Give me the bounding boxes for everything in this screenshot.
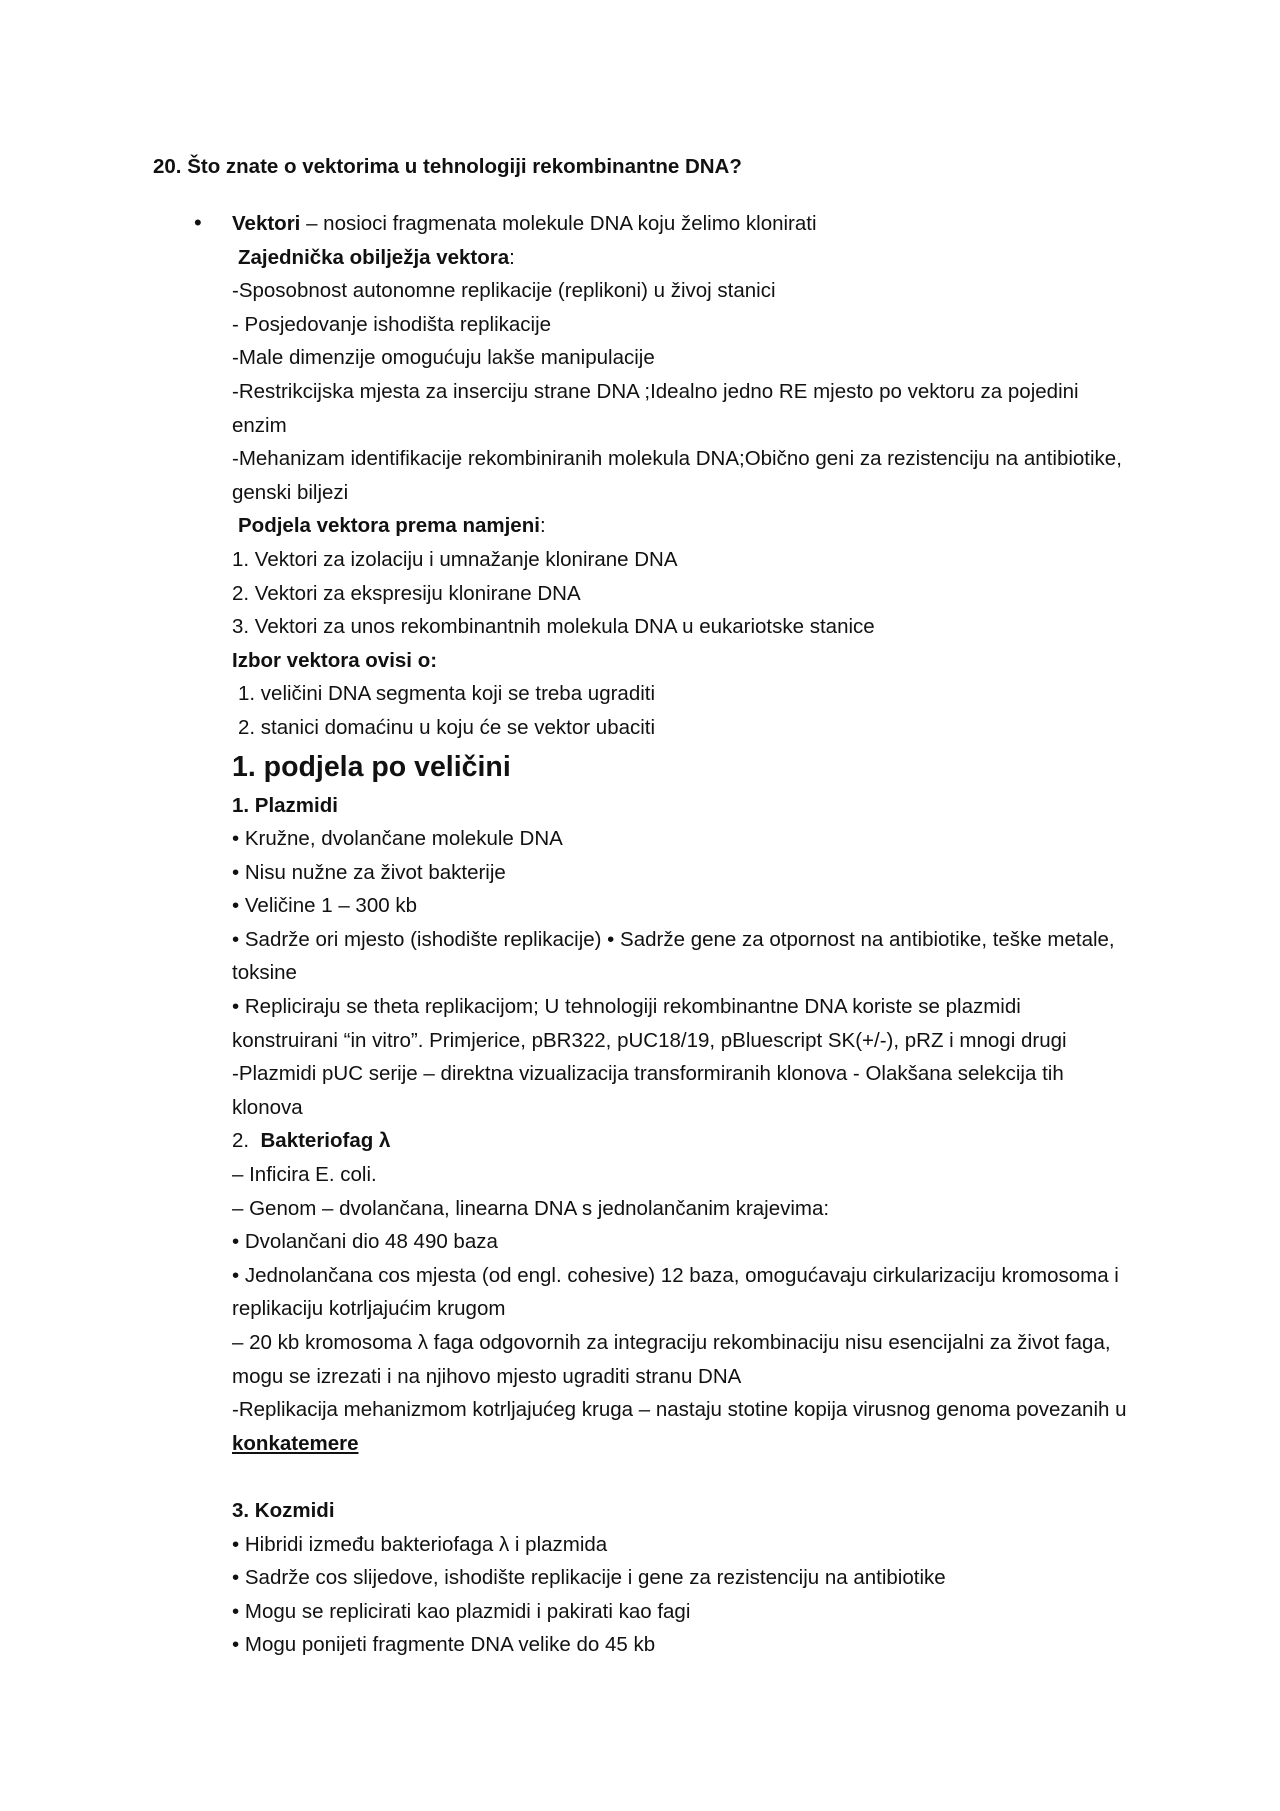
cosmids-heading: 3. Kozmidi	[232, 1498, 335, 1522]
selection-item: 2. stanici domaćinu u koju će se vektor ubaciti	[238, 715, 656, 739]
purpose-division-heading: Podjela vektora prema namjeni:	[238, 514, 546, 538]
common-features-heading: Zajednička obilježja vektora:	[238, 245, 515, 269]
phage-line: • Jednolančana cos mjesta (od engl. cohesive) 12 baza, omogućavaju cirkularizaciju kromosoma i replikaciju kotrljajućim krugom	[232, 1263, 1119, 1321]
selection-heading: Izbor vektora ovisi o:	[232, 648, 438, 672]
plasmid-line: • Sadrže ori mjesto (ishodište replikacije) • Sadrže gene za otpornost na antibiotike, teške metale, toksine	[232, 927, 1115, 985]
phage-line: – Genom – dvolančana, linearna DNA s jednolančanim krajevima:	[232, 1196, 830, 1220]
selection-item: 1. veličini DNA segmenta koji se treba ugraditi	[238, 682, 656, 706]
phage-line: – Inficira E. coli.	[232, 1163, 377, 1187]
konkatemere-term: konkatemere	[232, 1431, 359, 1455]
plasmid-line: • Kružne, dvolančane molekule DNA	[232, 827, 563, 851]
phage-heading: 2. Bakteriofag λ	[232, 1129, 391, 1153]
cosmid-line: • Hibridi između bakteriofaga λ i plazmida	[232, 1532, 608, 1556]
phage-line: – 20 kb kromosoma λ faga odgovornih za integraciju rekombinaciju nisu esencijalni za život faga, mogu se izrezati i na njihovo mjesto ugraditi stranu DNA	[232, 1331, 1111, 1388]
purpose-item: 2. Vektori za ekspresiju klonirane DNA	[232, 581, 581, 605]
plasmid-line: • Veličine 1 – 300 kb	[232, 894, 417, 918]
answer-body	[232, 207, 1132, 1662]
intro-line	[232, 207, 1132, 241]
feature-item: -Mehanizam identifikacije rekombiniranih molekula DNA;Obično geni za rezistenciju na antibiotike, genski biljezi	[232, 447, 1122, 504]
feature-item: - Posjedovanje ishodišta replikacije	[232, 312, 552, 336]
purpose-item: 1. Vektori za izolaciju i umnažanje klonirane DNA	[232, 547, 678, 571]
vektori-term: Vektori	[232, 212, 301, 235]
plasmids-heading: 1. Plazmidi	[232, 793, 338, 817]
phage-replication-line: -Replikacija mehanizmom kotrljajućeg kruga – nastaju stotine kopija virusnog genoma povezanih u konkatemere	[232, 1398, 1127, 1455]
phage-line: • Dvolančani dio 48 490 baza	[232, 1230, 498, 1254]
feature-item: -Restrikcijska mjesta za inserciju strane DNA ;Idealno jedno RE mjesto po vektoru za pojedini enzim	[232, 379, 1079, 437]
question-heading: 20. Što znate o vektorima u tehnologiji rekombinantne DNA?	[153, 155, 742, 178]
plasmid-line: -Plazmidi pUC serije – direktna vizualizacija transformiranih klonova - Olakšana selekcija tih klonova	[232, 1062, 1064, 1119]
bullet-icon: •	[194, 210, 202, 235]
plasmid-line: • Repliciraju se theta replikacijom; U tehnologiji rekombinantne DNA koriste se plazmidi konstruirani “in vitro”. Primjerice, pBR322, pUC18/19, pBluescript SK(+/-), pRZ i mnogi drugi	[232, 995, 1067, 1052]
spacer	[232, 1460, 1132, 1494]
cosmid-line: • Mogu se replicirati kao plazmidi i pakirati kao fagi	[232, 1599, 691, 1623]
feature-item: -Male dimenzije omogućuju lakše manipulacije	[232, 346, 655, 370]
plasmid-line: • Nisu nužne za život bakterije	[232, 860, 506, 884]
feature-item: -Sposobnost autonomne replikacije (replikoni) u živoj stanici	[232, 279, 776, 303]
size-division-heading: 1. podjela po veličini	[232, 750, 511, 783]
cosmid-line: • Sadrže cos slijedove, ishodište replikacije i gene za rezistenciju na antibiotike	[232, 1566, 946, 1590]
vektori-definition: – nosioci fragmenata molekule DNA koju želimo klonirati	[300, 212, 817, 235]
cosmid-line: • Mogu ponijeti fragmente DNA velike do 45 kb	[232, 1633, 656, 1657]
purpose-item: 3. Vektori za unos rekombinantnih molekula DNA u eukariotske stanice	[232, 615, 875, 639]
